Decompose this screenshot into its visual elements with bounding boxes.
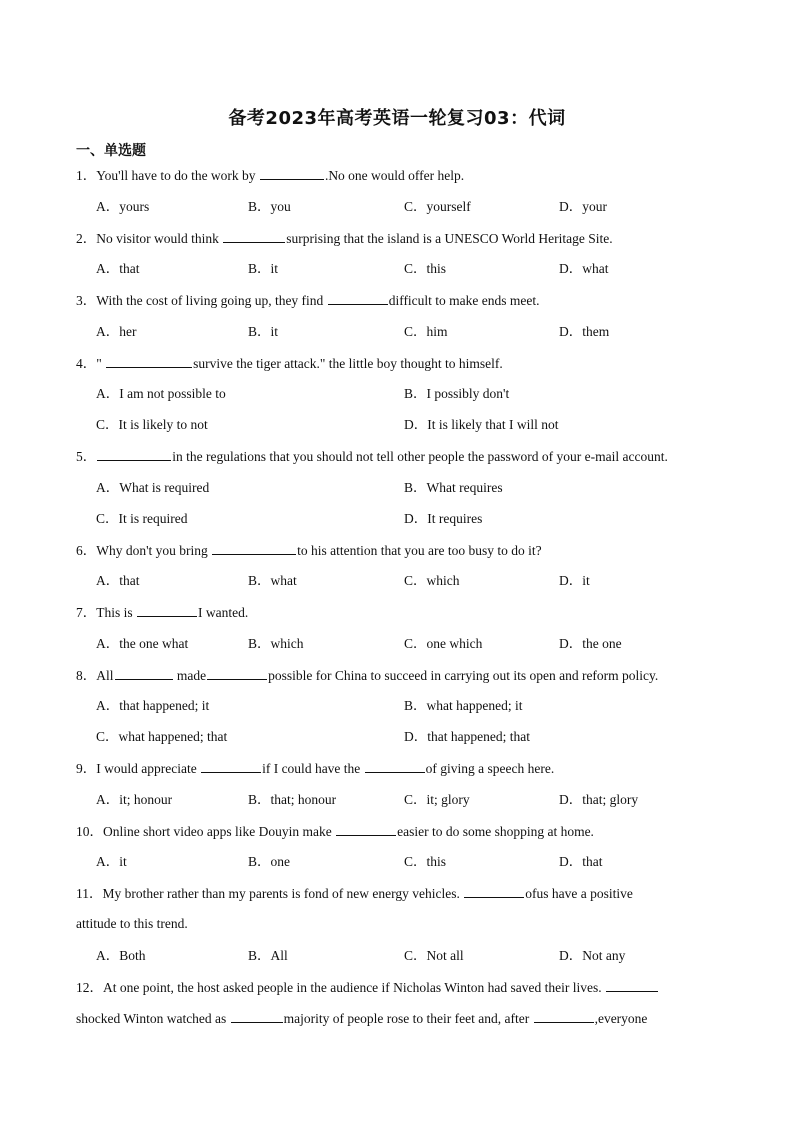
answer-blank[interactable]	[201, 759, 261, 773]
option-a[interactable]: A．that	[96, 573, 140, 588]
option-a[interactable]: A．it; honour	[96, 792, 173, 807]
question-1	[76, 166, 464, 185]
option-c[interactable]: C．him	[404, 324, 448, 339]
question-text: shocked Winton watched as	[76, 1011, 230, 1026]
question-text: 5．	[76, 449, 97, 464]
option-d[interactable]: D．It requires	[404, 511, 483, 526]
question-text: made	[173, 668, 207, 683]
answer-blank[interactable]	[328, 291, 388, 305]
question-text: survive the tiger attack." the little boy thought to himself.	[193, 356, 503, 371]
question-2	[76, 229, 613, 248]
question-text: 3．With the cost of living going up, they find	[76, 293, 327, 308]
option-a[interactable]: A．I am not possible to	[96, 386, 226, 401]
answer-blank[interactable]	[207, 666, 267, 680]
question-text: 9．I would appreciate	[76, 761, 201, 776]
option-c[interactable]: C．one which	[404, 636, 483, 651]
question-9	[76, 759, 554, 778]
question-11	[76, 884, 633, 903]
question-text: 10．Online short video apps like Douyin make	[76, 824, 336, 839]
option-a[interactable]: A．the one what	[96, 636, 189, 651]
option-b[interactable]: B．it	[248, 261, 279, 276]
question-text: to his attention that you are too busy to do it?	[297, 543, 542, 558]
option-c[interactable]: C．what happened; that	[96, 729, 228, 744]
answer-blank[interactable]	[464, 884, 524, 898]
answer-blank[interactable]	[260, 166, 324, 180]
option-d[interactable]: D．it	[559, 573, 590, 588]
option-b[interactable]: B．what	[248, 573, 297, 588]
option-a[interactable]: A．that	[96, 261, 140, 276]
question-text: 8．All	[76, 668, 114, 683]
option-c[interactable]: C．this	[404, 261, 447, 276]
option-b[interactable]: B．that; honour	[248, 792, 337, 807]
question-5	[76, 447, 668, 466]
page-title: 备考2023年高考英语一轮复习03：代词	[228, 108, 566, 129]
answer-blank[interactable]	[212, 541, 296, 555]
option-d[interactable]: D．that	[559, 854, 603, 869]
option-d[interactable]: D．the one	[559, 636, 622, 651]
option-c[interactable]: C．this	[404, 854, 447, 869]
question-text: ,everyone	[594, 1011, 648, 1026]
question-text: 2．No visitor would think	[76, 231, 223, 246]
answer-blank[interactable]	[365, 759, 425, 773]
answer-blank[interactable]	[106, 354, 192, 368]
question-11-continuation: attitude to this trend.	[76, 916, 188, 931]
question-text: 11．My brother rather than my parents is fond of new energy vehicles.	[76, 886, 464, 901]
question-text: possible for China to succeed in carrying out its open and reform policy.	[268, 668, 659, 683]
question-text: majority of people rose to their feet and, after	[283, 1011, 533, 1026]
option-b[interactable]: B．I possibly don't	[404, 386, 510, 401]
option-c[interactable]: C．It is likely to not	[96, 417, 208, 432]
option-c[interactable]: C．which	[404, 573, 460, 588]
question-text: ofus have a positive	[525, 886, 633, 901]
option-b[interactable]: B．All	[248, 948, 288, 963]
question-10	[76, 822, 594, 841]
answer-blank[interactable]	[137, 603, 197, 617]
question-text: difficult to make ends meet.	[388, 293, 540, 308]
option-d[interactable]: D．them	[559, 324, 610, 339]
question-6	[76, 541, 542, 560]
question-text: 6．Why don't you bring	[76, 543, 212, 558]
option-d[interactable]: D．that happened; that	[404, 729, 530, 744]
question-8	[76, 666, 658, 685]
option-a[interactable]: A．Both	[96, 948, 146, 963]
option-d[interactable]: D．that; glory	[559, 792, 639, 807]
question-text: in the regulations that you should not tell other people the password of your e-mail account.	[172, 449, 668, 464]
question-text: .No one would offer help.	[324, 168, 465, 183]
answer-blank[interactable]	[606, 978, 658, 992]
answer-blank[interactable]	[534, 1009, 594, 1023]
option-d[interactable]: D．what	[559, 261, 609, 276]
answer-blank[interactable]	[115, 666, 173, 680]
answer-blank[interactable]	[231, 1009, 283, 1023]
question-text: surprising that the island is a UNESCO World Heritage Site.	[286, 231, 613, 246]
question-4	[76, 354, 503, 373]
option-b[interactable]: B．What requires	[404, 480, 503, 495]
option-a[interactable]: A．her	[96, 324, 137, 339]
question-text: if I could have the	[262, 761, 364, 776]
question-text: easier to do some shopping at home.	[397, 824, 594, 839]
answer-blank[interactable]	[223, 229, 285, 243]
option-b[interactable]: B．one	[248, 854, 290, 869]
question-text: 1．You'll have to do the work by	[76, 168, 259, 183]
option-c[interactable]: C．yourself	[404, 199, 471, 214]
question-12-continuation	[76, 1009, 647, 1028]
option-d[interactable]: D．Not any	[559, 948, 626, 963]
option-c[interactable]: C．it; glory	[404, 792, 470, 807]
option-a[interactable]: A．it	[96, 854, 127, 869]
option-b[interactable]: B．which	[248, 636, 304, 651]
option-a[interactable]: A．that happened; it	[96, 698, 210, 713]
question-text: 4．"	[76, 356, 106, 371]
question-12	[76, 978, 659, 997]
question-text: 12．At one point, the host asked people in the audience if Nicholas Winton had saved their lives.	[76, 980, 605, 995]
option-d[interactable]: D．your	[559, 199, 607, 214]
question-text: of giving a speech here.	[425, 761, 555, 776]
option-b[interactable]: B．you	[248, 199, 291, 214]
question-text: 7．This is	[76, 605, 137, 620]
option-c[interactable]: C．Not all	[404, 948, 464, 963]
option-a[interactable]: A．What is required	[96, 480, 210, 495]
option-d[interactable]: D．It is likely that I will not	[404, 417, 559, 432]
option-b[interactable]: B．what happened; it	[404, 698, 523, 713]
question-text: I wanted.	[198, 605, 249, 620]
answer-blank[interactable]	[336, 822, 396, 836]
answer-blank[interactable]	[97, 447, 171, 461]
option-b[interactable]: B．it	[248, 324, 279, 339]
option-a[interactable]: A．yours	[96, 199, 150, 214]
section-heading: 一、单选题	[76, 143, 146, 159]
option-c[interactable]: C．It is required	[96, 511, 188, 526]
question-3	[76, 291, 540, 310]
question-7	[76, 603, 248, 622]
